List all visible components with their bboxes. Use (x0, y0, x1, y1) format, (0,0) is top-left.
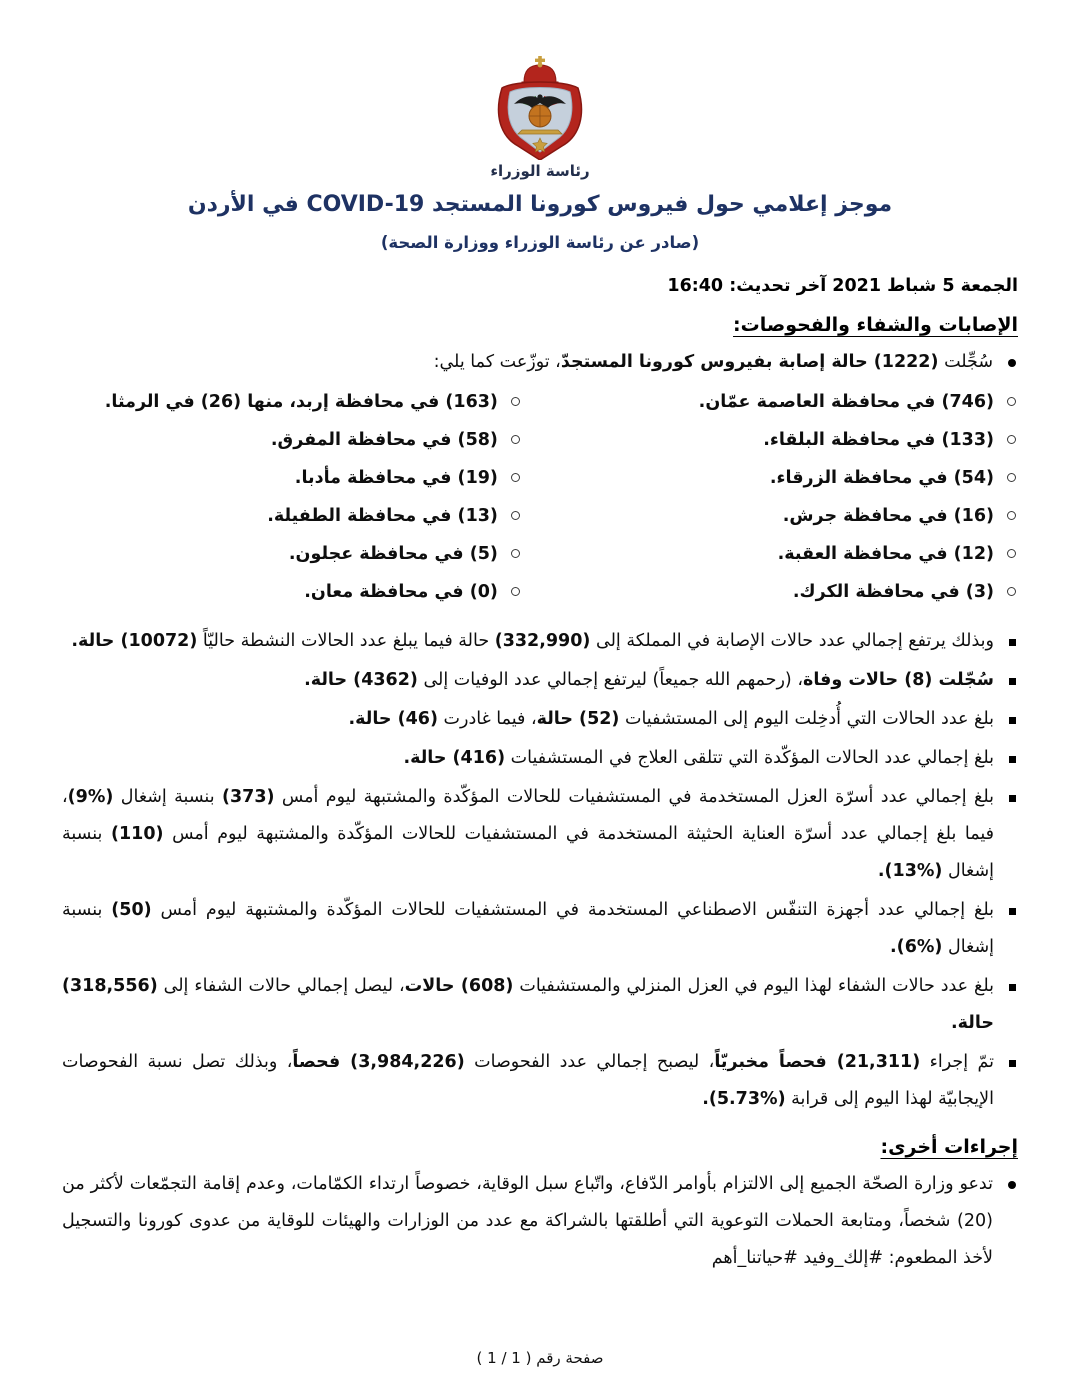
square-bullet-icon (1009, 984, 1016, 991)
date-line: الجمعة 5 شباط 2021 آخر تحديث: 16:40 (667, 275, 1018, 296)
stat-text: بلغ عدد حالات الشفاء لهذا اليوم في العزل المنزلي والمستشفيات (608) حالات، ليصل إجمالي حالات الشفاء إلى (318,556) حالة. (62, 975, 995, 1033)
circle-bullet-icon (1007, 549, 1016, 558)
stat-text: سُجّلت (8) حالات وفاة، (رحمهم الله جميعاً) ليرتفع إجمالي عدد الوفيات إلى (4362) حالة. (304, 669, 994, 690)
stat-text: بلغ عدد الحالات التي أُدخِلت اليوم إلى المستشفيات (52) حالة، فيما غادرت (46) حالة. (348, 708, 994, 729)
stat-item-tests (62, 1044, 1016, 1118)
procedures-text: تدعو وزارة الصحّة الجميع إلى الالتزام بأوامر الدّفاع، واتّباع سبل الوقاية، خصوصاً ارتداء الكمّامات، وعدم إقامة التجمّعات لأكثر من (20) شخصاً، ومتابعة الحملات التوعوية التي أطلقتها بالشراكة مع عدد من الوزارات والهيئات للوقاية من عدوى كورونا والتسجيل لأخذ المطعوم: #إلك_وفيد #حياتنا_أهم (62, 1173, 993, 1268)
stat-item-ventilators (62, 892, 1016, 966)
document-subtitle: (صادر عن رئاسة الوزراء ووزارة الصحة) (380, 232, 700, 252)
circle-bullet-icon (1007, 587, 1016, 596)
list-item (62, 459, 520, 497)
list-item (62, 383, 520, 421)
list-item (62, 535, 520, 573)
disc-bullet-icon (1008, 359, 1016, 367)
document-footer (62, 1341, 1018, 1367)
governorate-list (62, 383, 1016, 611)
page-number: صفحة رقم ( 1 / 1 ) (476, 1349, 604, 1367)
circle-bullet-icon (1007, 397, 1016, 406)
jordan-coat-of-arms-icon (480, 56, 600, 180)
governorate-text: (13) في محافظة الطفيلة. (267, 505, 498, 526)
stat-text: بلغ إجمالي عدد أسرّة العزل المستخدمة في المستشفيات للحالات المؤكّدة والمشتبهة ليوم أمس (373) بنسبة إشغال (%9)، فيما بلغ إجمالي عدد أسرّة العناية الحثيثة المستخدمة في المستشفيات للحالات المؤكّدة والمشتبهة ليوم أمس (110) بنسبة إشغال (%13). (62, 786, 994, 881)
document-header (62, 56, 1018, 296)
governorate-text: (0) في محافظة معان. (304, 581, 498, 602)
list-item (520, 535, 1016, 573)
stat-text: بلغ إجمالي عدد الحالات المؤكّدة التي تتلقى العلاج في المستشفيات (416) حالة. (403, 747, 994, 768)
section-heading-cases: الإصابات والشفاء والفحوصات: (733, 313, 1018, 336)
circle-bullet-icon (511, 397, 520, 406)
circle-bullet-icon (1007, 435, 1016, 444)
governorate-text: (16) في محافظة جرش. (782, 505, 994, 526)
square-bullet-icon (1009, 795, 1016, 802)
governorate-text: (54) في محافظة الزرقاء. (769, 467, 994, 488)
circle-bullet-icon (511, 549, 520, 558)
document-title: موجز إعلامي حول فيروس كورونا المستجد COVID-19 في الأردن (187, 192, 893, 217)
governorate-text: (133) في محافظة البلقاء. (763, 429, 994, 450)
stat-item-deaths (62, 662, 1016, 699)
square-bullet-icon (1009, 639, 1016, 646)
circle-bullet-icon (1007, 511, 1016, 520)
governorate-column-left (62, 383, 520, 611)
stat-item-total-infections (62, 623, 1016, 660)
circle-bullet-icon (511, 587, 520, 596)
list-item (520, 459, 1016, 497)
governorate-text: (746) في محافظة العاصمة عمّان. (698, 391, 994, 412)
circle-bullet-icon (511, 511, 520, 520)
circle-bullet-icon (511, 473, 520, 482)
list-item (520, 421, 1016, 459)
list-item (520, 573, 1016, 611)
stat-item-isolation-beds (62, 779, 1016, 890)
square-bullet-icon (1009, 1060, 1016, 1067)
procedures-item (62, 1166, 1016, 1277)
circle-bullet-icon (511, 435, 520, 444)
document-body (62, 296, 1018, 1279)
governorate-text: (3) في محافظة الكرك. (792, 581, 994, 602)
cases-intro-item (62, 344, 1016, 381)
list-item (62, 421, 520, 459)
circle-bullet-icon (1007, 473, 1016, 482)
emblem-caption: رئاسة الوزراء (490, 162, 590, 180)
governorate-text: (163) في محافظة إربد، منها (26) في الرمثا. (104, 391, 498, 412)
square-bullet-icon (1009, 678, 1016, 685)
coat-of-arms-graphic (480, 56, 600, 160)
square-bullet-icon (1009, 908, 1016, 915)
governorate-column-right (520, 383, 1016, 611)
square-bullet-icon (1009, 717, 1016, 724)
list-item (520, 497, 1016, 535)
governorate-text: (5) في محافظة عجلون. (288, 543, 498, 564)
governorate-text: (19) في محافظة مأدبا. (294, 467, 498, 488)
cases-intro-text: سُجِّلت (1222) حالة إصابة بفيروس كورونا المستجدّ، توزّعت كما يلي: (433, 351, 993, 372)
section-heading-procedures: إجراءات أخرى: (880, 1135, 1018, 1158)
disc-bullet-icon (1008, 1181, 1016, 1189)
list-item (62, 573, 520, 611)
stat-item-hospital-admissions (62, 701, 1016, 738)
stat-text: بلغ إجمالي عدد أجهزة التنفّس الاصطناعي المستخدمة في المستشفيات للحالات المؤكّدة والمشتبهة ليوم أمس (50) بنسبة إشغال (%6). (62, 899, 994, 957)
stat-item-confirmed-in-hospital (62, 740, 1016, 777)
list-item (62, 497, 520, 535)
stat-item-recoveries (62, 968, 1016, 1042)
stat-text: تمّ إجراء (21,311) فحصاً مخبريّاً، ليصبح إجمالي عدد الفحوصات (3,984,226) فحصاً، وبذلك تصل نسبة الفحوصات الإيجابيّة لهذا اليوم إلى قرابة (%5.73). (62, 1051, 994, 1109)
list-item (520, 383, 1016, 421)
governorate-text: (58) في محافظة المفرق. (270, 429, 498, 450)
governorate-text: (12) في محافظة العقبة. (777, 543, 994, 564)
stat-text: وبذلك يرتفع إجمالي عدد حالات الإصابة في المملكة إلى (332,990) حالة فيما يبلغ عدد الحالات النشطة حاليّاً (10072) حالة. (71, 630, 994, 651)
square-bullet-icon (1009, 756, 1016, 763)
